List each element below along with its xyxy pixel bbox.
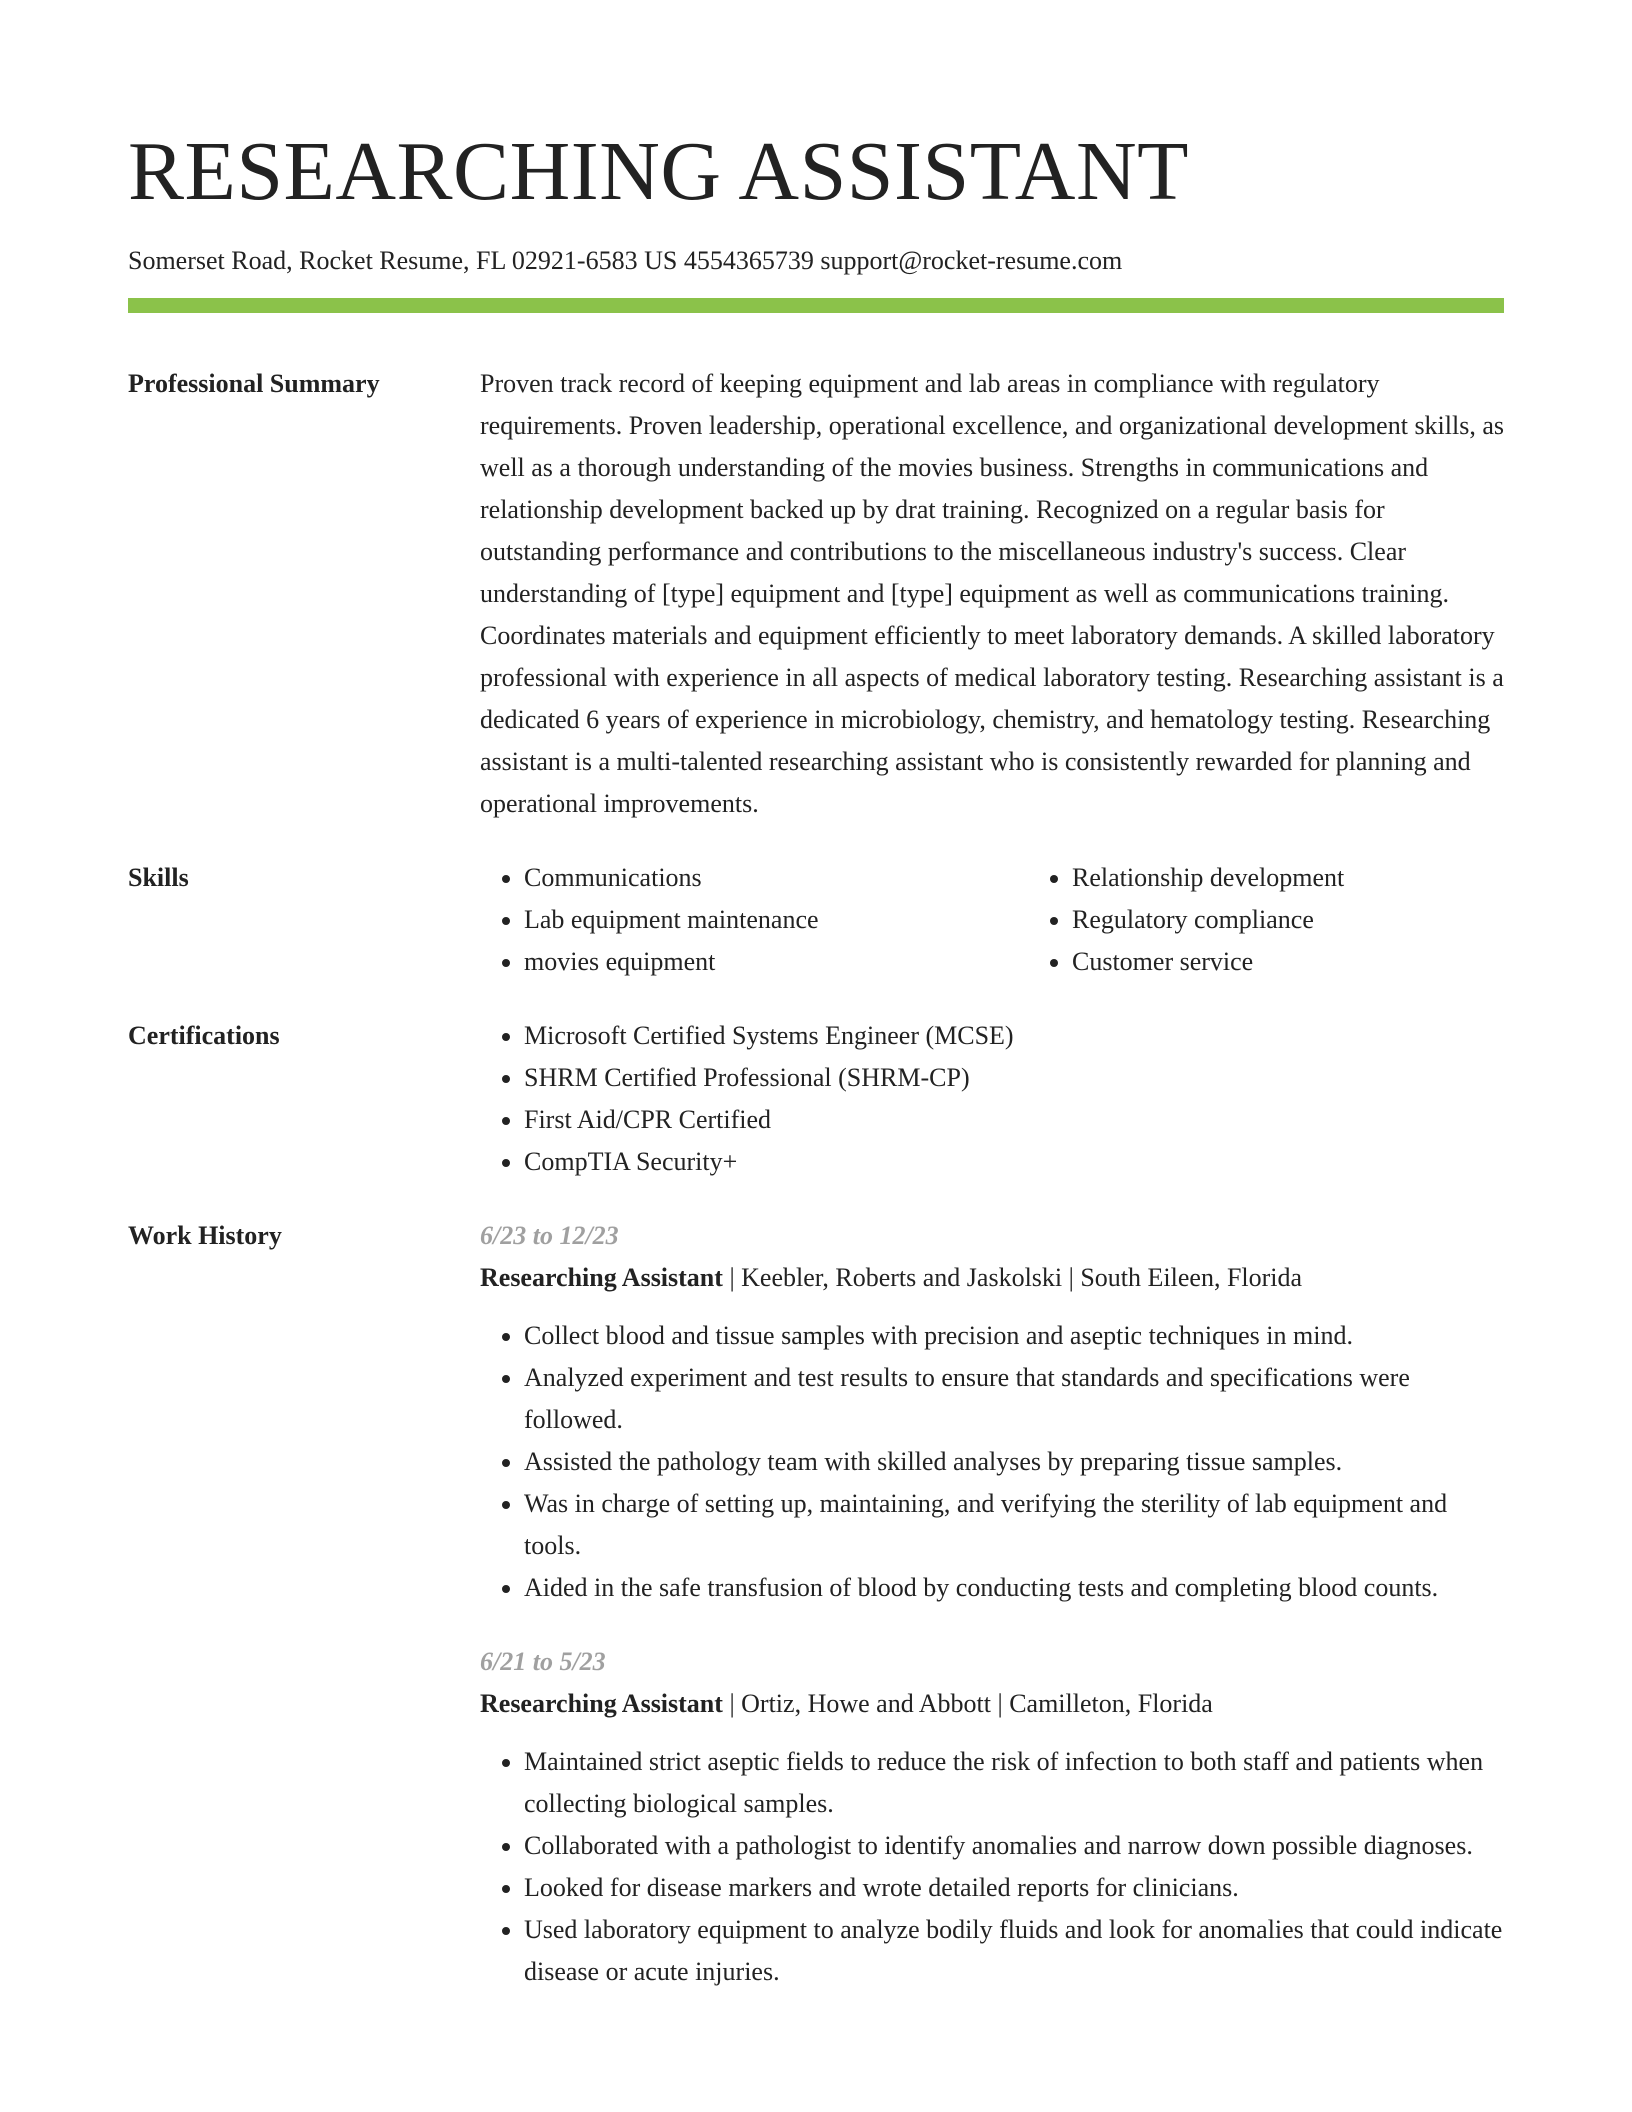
job-dates: 6/21 to 5/23 — [480, 1647, 606, 1676]
job-heading — [480, 1683, 1504, 1725]
job-heading — [480, 1257, 1504, 1299]
list-item: • Was in charge of setting up, maintaining, and verifying the sterility of lab equipment and tools. — [524, 1483, 1504, 1567]
section-work-history — [128, 1215, 1504, 1993]
list-item: • Communications — [524, 857, 1028, 899]
list-item: • SHRM Certified Professional (SHRM-CP) — [524, 1057, 1504, 1099]
list-item: • Assisted the pathology team with skilled analyses by preparing tissue samples. — [524, 1441, 1504, 1483]
job-entry — [480, 1641, 1504, 1993]
job-title: Researching Assistant — [480, 1689, 723, 1718]
list-item: • Looked for disease markers and wrote detailed reports for clinicians. — [524, 1867, 1504, 1909]
list-item: • Aided in the safe transfusion of blood by conducting tests and completing blood counts. — [524, 1567, 1504, 1609]
section-professional-summary — [128, 363, 1504, 825]
job-bullets — [480, 1741, 1504, 1993]
list-item: • Collaborated with a pathologist to identify anomalies and narrow down possible diagnoses. — [524, 1825, 1504, 1867]
list-item: • movies equipment — [524, 941, 1028, 983]
job-details: | Keebler, Roberts and Jaskolski | South Eileen, Florida — [722, 1263, 1303, 1292]
section-label: Skills — [128, 863, 189, 892]
section-body — [480, 363, 1504, 825]
list-item: • Collect blood and tissue samples with precision and aseptic techniques in mind. — [524, 1315, 1504, 1357]
list-item: • Maintained strict aseptic fields to reduce the risk of infection to both staff and patients when collecting biological samples. — [524, 1741, 1504, 1825]
section-certifications — [128, 1015, 1504, 1183]
list-item: • CompTIA Security+ — [524, 1141, 1504, 1183]
section-body — [480, 1015, 1504, 1183]
resume-name: RESEARCHING ASSISTANT — [128, 125, 1189, 218]
section-label: Work History — [128, 1221, 282, 1250]
section-label: Certifications — [128, 1021, 280, 1050]
skills-list-left — [480, 857, 1028, 983]
list-item: • Regulatory compliance — [1072, 899, 1504, 941]
list-item: • Customer service — [1072, 941, 1504, 983]
header-divider — [128, 298, 1504, 313]
list-item: • Used laboratory equipment to analyze bodily fluids and look for anomalies that could indicate disease or acute injuries. — [524, 1909, 1504, 1993]
list-item: • Lab equipment maintenance — [524, 899, 1028, 941]
section-label: Professional Summary — [128, 369, 380, 398]
skills-grid — [480, 857, 1504, 983]
list-item: • Analyzed experiment and test results to ensure that standards and specifications were followed. — [524, 1357, 1504, 1441]
job-bullets — [480, 1315, 1504, 1609]
job-details: | Ortiz, Howe and Abbott | Camilleton, Florida — [722, 1689, 1213, 1718]
resume-page — [128, 0, 1504, 1993]
list-item: • First Aid/CPR Certified — [524, 1099, 1504, 1141]
contact-line: Somerset Road, Rocket Resume, FL 02921-6583 US 4554365739 support@rocket-resume.com — [128, 246, 1123, 275]
skills-list-right — [1028, 857, 1504, 983]
certifications-list — [480, 1015, 1504, 1183]
job-title: Researching Assistant — [480, 1263, 723, 1292]
summary-text: Proven track record of keeping equipment and lab areas in compliance with regulatory requirements. Proven leadership, operational excellence, and organizational development skills, as well as a thorough understanding of the movies business. Strengths in communications and relationship development backed up by drat training. Recognized on a regular basis for outstanding performance and contributions to the miscellaneous industry's success. Clear understanding of [type] equipment and [type] equipment as well as communications training. Coordinates materials and equipment efficiently to meet laboratory demands. A skilled laboratory professional with experience in all aspects of medical laboratory testing. Researching assistant is a dedicated 6 years of experience in microbiology, chemistry, and hematology testing. Researching assistant is a multi-talented researching assistant who is consistently rewarded for planning and operational improvements. — [480, 369, 1505, 818]
job-entry — [480, 1215, 1504, 1609]
section-skills — [128, 857, 1504, 983]
list-item: • Microsoft Certified Systems Engineer (MCSE) — [524, 1015, 1504, 1057]
job-dates: 6/23 to 12/23 — [480, 1221, 619, 1250]
section-body — [480, 1215, 1504, 1993]
list-item: • Relationship development — [1072, 857, 1504, 899]
